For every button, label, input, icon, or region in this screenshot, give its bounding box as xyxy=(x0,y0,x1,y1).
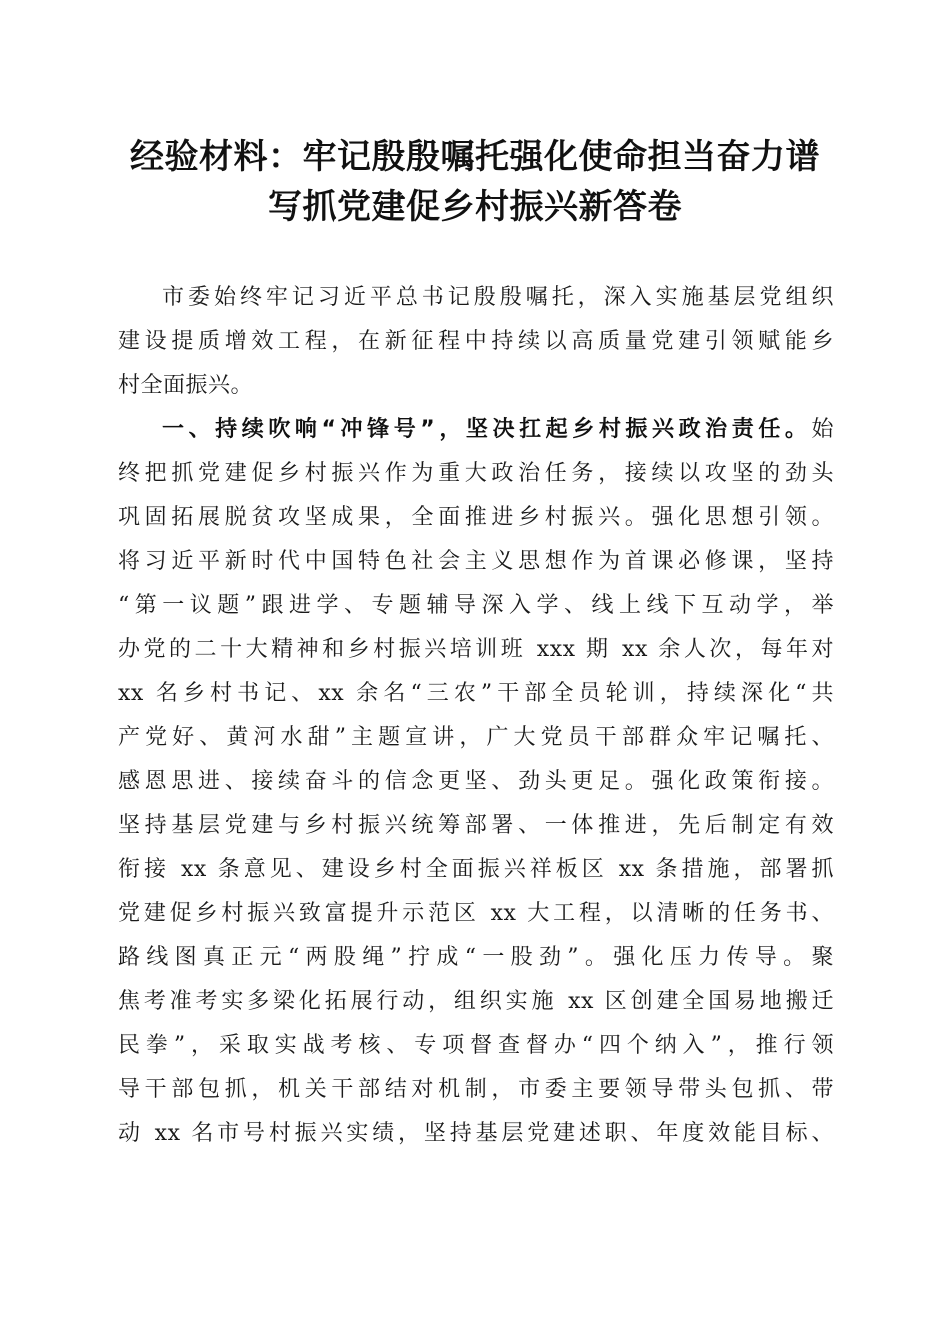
paragraph-1-line-1: 市委始终牢记习近平总书记殷殷嘱托，深入实施基层党组织 xyxy=(162,285,834,310)
section-1-line: 民拳”，采取实战考核、专项督查督办“四个纳入”，推行领 xyxy=(118,1033,834,1058)
section-1-line: 巩固拓展脱贫攻坚成果，全面推进乡村振兴。强化思想引领。 xyxy=(118,505,834,530)
section-1-first-line xyxy=(118,408,834,452)
section-1-line: 将习近平新时代中国特色社会主义思想作为首课必修课，坚持 xyxy=(118,549,834,574)
title-line-1: 经验材料：牢记殷殷嘱托强化使命担当奋力谱 xyxy=(130,137,820,177)
document-title xyxy=(110,132,840,232)
paragraph-1-line-3: 村全面振兴。 xyxy=(118,373,254,398)
section-1-line: 党建促乡村振兴致富提升示范区 xx 大工程，以清晰的任务书、 xyxy=(118,901,834,926)
section-1-line: 动 xx 名市号村振兴实绩，坚持基层党建述职、年度效能目标、 xyxy=(118,1121,834,1146)
paragraph-1-line-2: 建设提质增效工程，在新征程中持续以高质量党建引领赋能乡 xyxy=(118,329,834,354)
section-1-line: 路线图真正元“两股绳”拧成“一股劲”。强化压力传导。聚 xyxy=(118,945,834,970)
section-1-line: 衔接 xx 条意见、建设乡村全面振兴祥板区 xx 条措施，部署抓 xyxy=(118,857,834,882)
section-1-line: 坚持基层党建与乡村振兴统筹部署、一体推进，先后制定有效 xyxy=(118,813,834,838)
section-1-line: 焦考准考实多梁化拓展行动，组织实施 xx 区创建全国易地搬迁 xyxy=(118,989,834,1014)
section-1-line: 导干部包抓，机关干部结对机制，市委主要领导带头包抓、带 xyxy=(118,1077,834,1102)
title-line-2: 写抓党建促乡村振兴新答卷 xyxy=(268,187,682,227)
section-1-line: 感恩思进、接续奋斗的信念更坚、劲头更足。强化政策衔接。 xyxy=(118,769,834,794)
section-1-line: 办党的二十大精神和乡村振兴培训班 xxx 期 xx 余人次，每年对 xyxy=(118,637,834,662)
section-1-line: “第一议题”跟进学、专题辅导深入学、线上线下互动学，举 xyxy=(118,593,834,618)
section-1-first-line-rest: 始 xyxy=(811,417,834,442)
section-1-heading: 一、持续吹响“冲锋号”，坚决扛起乡村振兴政治责任。 xyxy=(162,417,812,442)
section-1-line: 终把抓党建促乡村振兴作为重大政治任务，接续以攻坚的劲头 xyxy=(118,461,834,486)
document-body xyxy=(118,276,834,1156)
section-1-line: 产党好、黄河水甜”主题宣讲，广大党员干部群众牢记嘱托、 xyxy=(118,725,834,750)
section-1-line: xx 名乡村书记、xx 余名“三农”干部全员轮训，持续深化“共 xyxy=(118,681,834,706)
